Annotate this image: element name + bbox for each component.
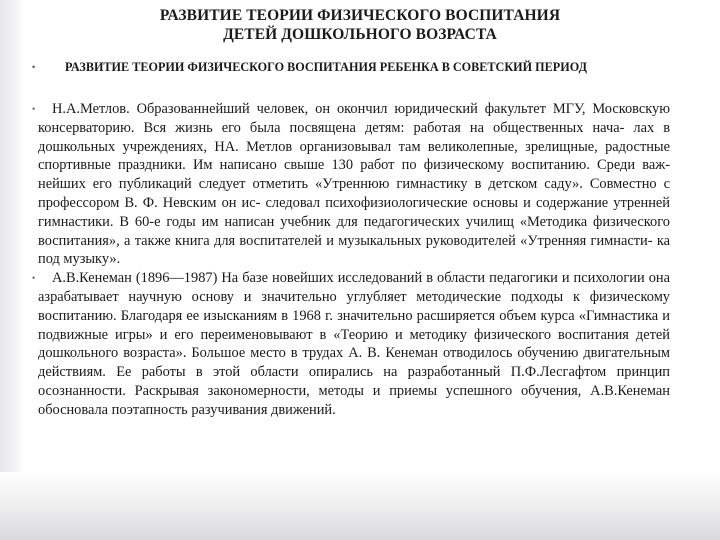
decorative-bottom-band [0,472,720,540]
paragraph-text: А.В.Кенеман (1896—1987) На базе новейших исследований в области педагогики и психологии она азрабатывает научную основу и значительно углубляет методические подходы к физическому воспитанию. Благодаря ее изысканиям в 1968 г. значительно расширяется объем курса «Гимнастика и подвижные игры» и его переименовывают в «Теорию и методику физического воспитания детей дошкольного возраста». Большое место в трудах А. В. Кенеман отводилось обучению двигательным действиям. Ее работы в этой области опирались на разработанный П.Ф.Лесгафтом принцип осознанности. Раскрывая закономерности, методы и приемы успешного обучения, А.В.Кенеман обосновала поэтапность разучивания движений. [38,270,670,418]
paragraph-text: Н.А.Метлов. Образованнейший человек, он окончил юридический факультет МГУ, Московскую консерваторию. Вся жизнь его была посвящена детям: работая на общественных нача- лах в дошкольных учреждениях, НА. Метлов организовывал там великолепные, зрелищные, радостные спортивные праздники. Им написано свыше 130 работ по физическому воспитанию. Среди важ- нейших его публикаций следует отметить «Утреннюю гимнастику в детском саду». Совместно с профессором В. Ф. Невским он ис- следовал психофизиологические основы и содержание утренней гимнастики. В 60-е годы им написан учебник для педагогических училищ «Методика физического воспитания», а также книга для воспитателей и музыкальных руководителей «Утренняя гимнасти- ка под музыку». [38,101,670,268]
paragraph-metlov [32,100,670,269]
bullet-icon: • [32,104,36,114]
bullet-icon: • [32,62,36,72]
slide-title-line-2: ДЕТЕЙ ДОШКОЛЬНОГО ВОЗРАСТА [223,26,497,43]
slide-title-line-1: РАЗВИТИЕ ТЕОРИИ ФИЗИЧЕСКОГО ВОСПИТАНИЯ [159,7,561,24]
section-heading [32,59,692,75]
paragraph-keneman [32,269,670,419]
section-heading-text: РАЗВИТИЕ ТЕОРИИ ФИЗИЧЕСКОГО ВОСПИТАНИЯ РЕБЕНКА В СОВЕТСКИЙ ПЕРИОД [65,60,587,74]
slide-title [80,6,640,44]
bullet-icon: • [32,273,36,284]
decorative-left-bar [0,0,24,540]
body-text [32,100,670,420]
